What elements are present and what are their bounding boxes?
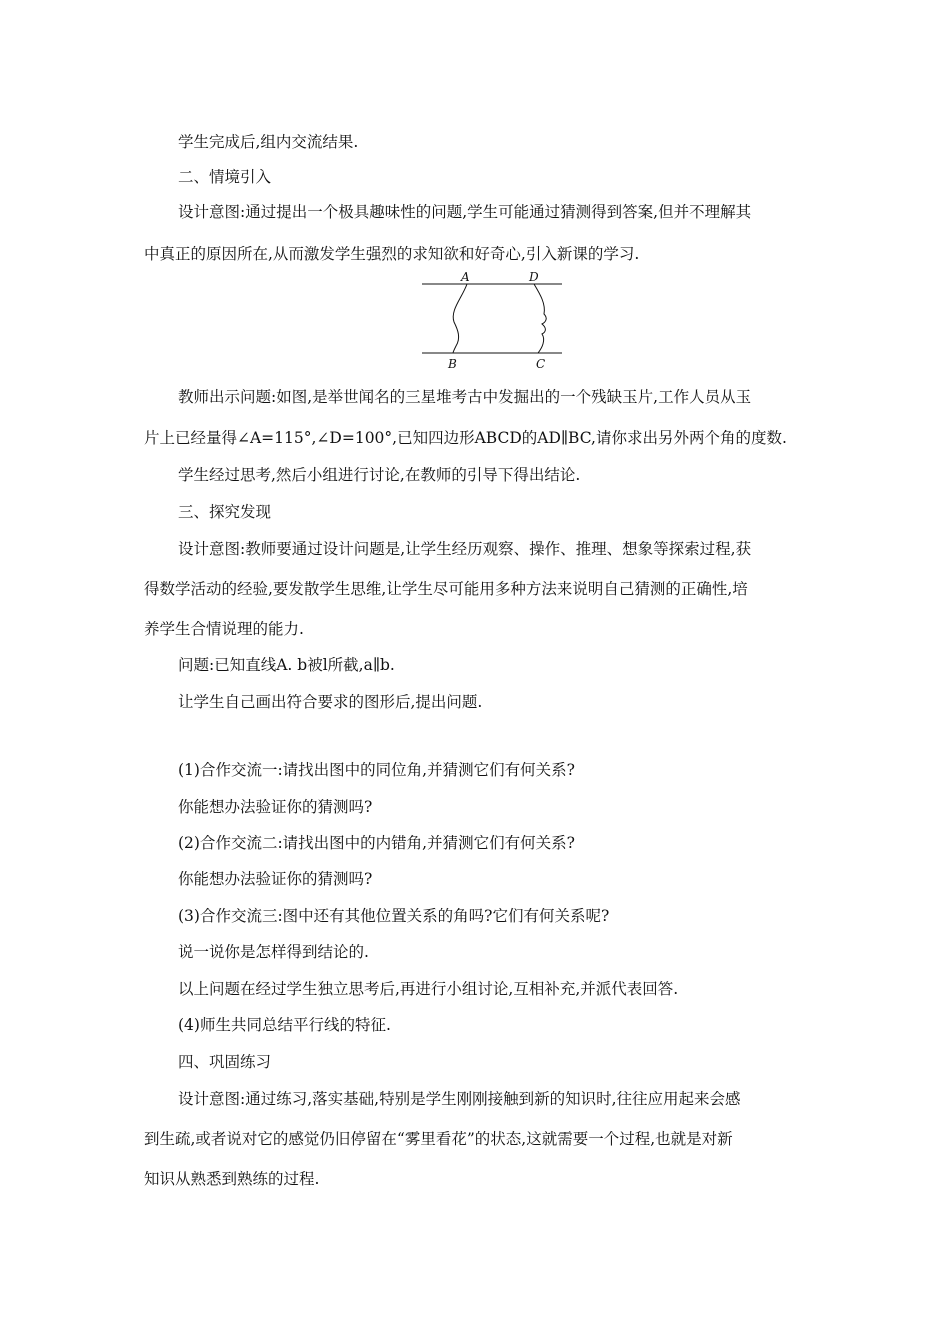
paragraph-line: (3)合作交流三:图中还有其他位置关系的角吗?它们有何关系呢? xyxy=(178,907,610,925)
paragraph-line: 学生经过思考,然后小组进行讨论,在教师的引导下得出结论. xyxy=(178,466,581,484)
paragraph-line: 知识从熟悉到熟练的过程. xyxy=(144,1170,320,1188)
edge-ab xyxy=(453,284,467,353)
label-c: C xyxy=(536,357,546,371)
edge-dc xyxy=(534,284,546,353)
paragraph-line: 设计意图:教师要通过设计问题是,让学生经历观察、操作、推理、想象等探索过程,获 xyxy=(178,540,752,558)
paragraph-line: (2)合作交流二:请找出图中的内错角,并猜测它们有何关系? xyxy=(178,834,575,852)
paragraph-line: 得数学活动的经验,要发散学生思维,让学生尽可能用多种方法来说明自己猜测的正确性,培 xyxy=(144,580,748,598)
paragraph-line: 学生完成后,组内交流结果. xyxy=(178,133,359,151)
paragraph-line: 教师出示问题:如图,是举世闻名的三星堆考古中发掘出的一个残缺玉片,工作人员从玉 xyxy=(178,388,752,406)
paragraph-line: 片上已经量得∠A=115°,∠D=100°,已知四边形ABCD的AD∥BC,请你求出另外两个角的度数. xyxy=(144,429,787,447)
paragraph-line: 让学生自己画出符合要求的图形后,提出问题. xyxy=(178,693,483,711)
label-b: B xyxy=(448,357,457,371)
paragraph-line: 养学生合情说理的能力. xyxy=(144,620,304,638)
label-d: D xyxy=(529,270,539,284)
paragraph-line: 问题:已知直线A. b被l所截,a∥b. xyxy=(178,656,395,674)
jade-fragment-figure xyxy=(420,270,570,378)
paragraph-line: 设计意图:通过提出一个极具趣味性的问题,学生可能通过猜测得到答案,但并不理解其 xyxy=(178,203,752,221)
section-heading: 四、巩固练习 xyxy=(178,1053,272,1071)
paragraph-line: (1)合作交流一:请找出图中的同位角,并猜测它们有何关系? xyxy=(178,761,575,779)
paragraph-line: 你能想办法验证你的猜测吗? xyxy=(178,798,373,816)
section-heading: 二、情境引入 xyxy=(178,168,272,186)
paragraph-line: 中真正的原因所在,从而激发学生强烈的求知欲和好奇心,引入新课的学习. xyxy=(144,245,640,263)
paragraph-line: 到生疏,或者说对它的感觉仍旧停留在“雾里看花”的状态,这就需要一个过程,也就是对新 xyxy=(144,1130,733,1148)
paragraph-line: 你能想办法验证你的猜测吗? xyxy=(178,870,373,888)
section-heading: 三、探究发现 xyxy=(178,503,272,521)
paragraph-line: 以上问题在经过学生独立思考后,再进行小组讨论,互相补充,并派代表回答. xyxy=(178,980,679,998)
paragraph-line: 设计意图:通过练习,落实基础,特别是学生刚刚接触到新的知识时,往往应用起来会感 xyxy=(178,1090,741,1108)
label-a: A xyxy=(461,270,470,284)
paragraph-line: 说一说你是怎样得到结论的. xyxy=(178,943,369,961)
paragraph-line: (4)师生共同总结平行线的特征. xyxy=(178,1016,391,1034)
